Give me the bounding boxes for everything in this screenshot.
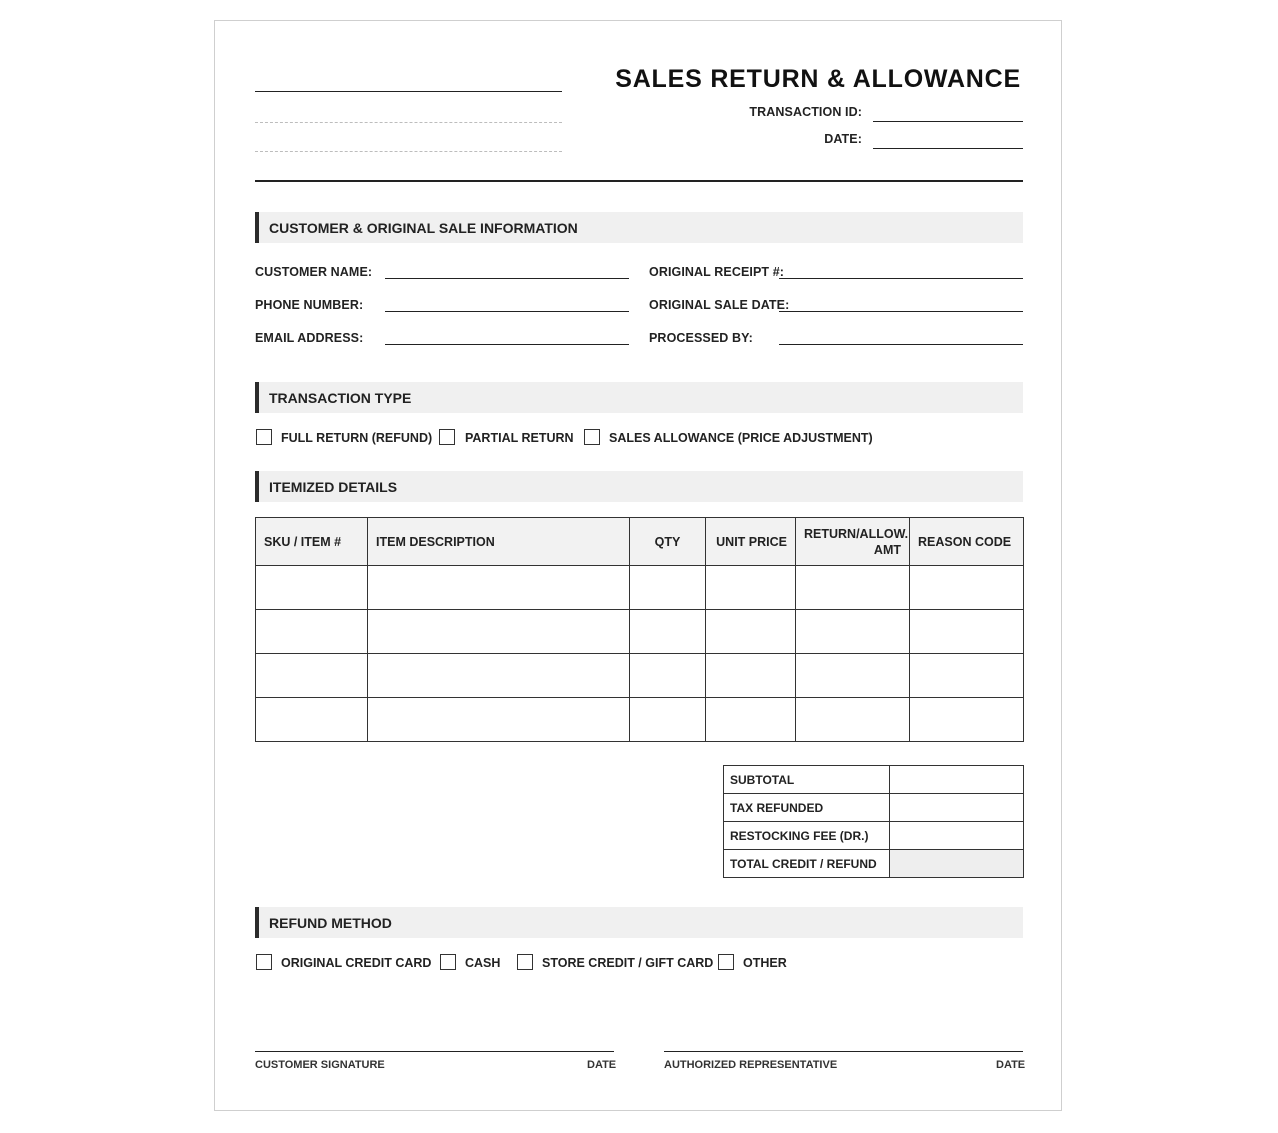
representative-signature-label: AUTHORIZED REPRESENTATIVE bbox=[664, 1059, 838, 1071]
table-row bbox=[256, 566, 1024, 610]
totals-row-tax bbox=[724, 794, 1024, 822]
sales-allowance-label: SALES ALLOWANCE (PRICE ADJUSTMENT) bbox=[609, 431, 873, 445]
totals-row-total bbox=[724, 850, 1024, 878]
transaction-id-field[interactable] bbox=[873, 121, 1023, 122]
full-return-checkbox[interactable] bbox=[256, 429, 272, 445]
unit-price-cell[interactable] bbox=[706, 698, 796, 742]
restocking-fee-label: RESTOCKING FEE (DR.) bbox=[724, 822, 890, 850]
unit-price-cell[interactable] bbox=[706, 654, 796, 698]
email-address-field[interactable] bbox=[385, 344, 629, 345]
company-name-line[interactable] bbox=[255, 91, 562, 92]
restocking-fee-value[interactable] bbox=[890, 822, 1024, 850]
other-checkbox[interactable] bbox=[718, 954, 734, 970]
tax-refunded-value[interactable] bbox=[890, 794, 1024, 822]
description-cell[interactable] bbox=[368, 566, 630, 610]
partial-return-checkbox[interactable] bbox=[439, 429, 455, 445]
phone-number-label: PHONE NUMBER: bbox=[255, 298, 364, 312]
unit-price-cell[interactable] bbox=[706, 610, 796, 654]
customer-signature-line[interactable] bbox=[255, 1051, 614, 1052]
section-refund-method bbox=[255, 907, 1023, 938]
itemized-table bbox=[255, 517, 1024, 742]
subtotal-label: SUBTOTAL bbox=[724, 766, 890, 794]
representative-date-label: DATE bbox=[996, 1059, 1026, 1071]
company-address-line-1[interactable] bbox=[255, 122, 562, 123]
transaction-id-label: TRANSACTION ID: bbox=[749, 105, 862, 119]
col-sku: SKU / ITEM # bbox=[256, 518, 368, 566]
form-page bbox=[214, 20, 1062, 1111]
section-itemized-title: ITEMIZED DETAILS bbox=[269, 479, 398, 495]
col-item-description: ITEM DESCRIPTION bbox=[368, 518, 630, 566]
total-credit-label: TOTAL CREDIT / REFUND bbox=[724, 850, 890, 878]
date-field[interactable] bbox=[873, 148, 1023, 149]
return-amt-cell[interactable] bbox=[796, 610, 910, 654]
col-return-amt: RETURN/ALLOW. AMT bbox=[796, 518, 910, 566]
col-reason-code: REASON CODE bbox=[910, 518, 1024, 566]
original-credit-card-checkbox[interactable] bbox=[256, 954, 272, 970]
sku-cell[interactable] bbox=[256, 698, 368, 742]
customer-date-label: DATE bbox=[587, 1059, 617, 1071]
description-cell[interactable] bbox=[368, 610, 630, 654]
form-title: SALES RETURN & ALLOWANCE bbox=[615, 65, 1021, 93]
reason-code-cell[interactable] bbox=[910, 654, 1024, 698]
table-row bbox=[256, 698, 1024, 742]
section-refund-title: REFUND METHOD bbox=[269, 915, 392, 931]
sales-allowance-checkbox[interactable] bbox=[584, 429, 600, 445]
table-row bbox=[256, 610, 1024, 654]
processed-by-label: PROCESSED BY: bbox=[649, 331, 753, 345]
return-amt-cell[interactable] bbox=[796, 566, 910, 610]
section-customer-title: CUSTOMER & ORIGINAL SALE INFORMATION bbox=[269, 220, 578, 236]
section-itemized-details bbox=[255, 471, 1023, 502]
return-amt-cell[interactable] bbox=[796, 698, 910, 742]
representative-signature-line[interactable] bbox=[664, 1051, 1023, 1052]
reason-code-cell[interactable] bbox=[910, 698, 1024, 742]
cash-checkbox[interactable] bbox=[440, 954, 456, 970]
total-credit-value[interactable] bbox=[890, 850, 1024, 878]
customer-name-field[interactable] bbox=[385, 278, 629, 279]
date-label: DATE: bbox=[824, 132, 862, 146]
email-address-label: EMAIL ADDRESS: bbox=[255, 331, 364, 345]
reason-code-cell[interactable] bbox=[910, 566, 1024, 610]
original-credit-card-label: ORIGINAL CREDIT CARD bbox=[281, 956, 432, 970]
store-credit-label: STORE CREDIT / GIFT CARD bbox=[542, 956, 714, 970]
totals-row-restocking bbox=[724, 822, 1024, 850]
other-label: OTHER bbox=[743, 956, 787, 970]
partial-return-label: PARTIAL RETURN bbox=[465, 431, 574, 445]
description-cell[interactable] bbox=[368, 654, 630, 698]
full-return-label: FULL RETURN (REFUND) bbox=[281, 431, 433, 445]
customer-name-label: CUSTOMER NAME: bbox=[255, 265, 373, 279]
subtotal-value[interactable] bbox=[890, 766, 1024, 794]
col-qty: QTY bbox=[630, 518, 706, 566]
return-amt-cell[interactable] bbox=[796, 654, 910, 698]
unit-price-cell[interactable] bbox=[706, 566, 796, 610]
qty-cell[interactable] bbox=[630, 654, 706, 698]
customer-signature-label: CUSTOMER SIGNATURE bbox=[255, 1059, 385, 1071]
reason-code-cell[interactable] bbox=[910, 610, 1024, 654]
section-customer-info bbox=[255, 212, 1023, 243]
section-transaction-type bbox=[255, 382, 1023, 413]
col-unit-price: UNIT PRICE bbox=[706, 518, 796, 566]
original-receipt-field[interactable] bbox=[779, 278, 1023, 279]
cash-label: CASH bbox=[465, 956, 501, 970]
store-credit-checkbox[interactable] bbox=[517, 954, 533, 970]
phone-number-field[interactable] bbox=[385, 311, 629, 312]
section-transaction-type-title: TRANSACTION TYPE bbox=[269, 390, 412, 406]
tax-refunded-label: TAX REFUNDED bbox=[724, 794, 890, 822]
totals-table bbox=[723, 765, 1024, 878]
table-row bbox=[256, 654, 1024, 698]
processed-by-field[interactable] bbox=[779, 344, 1023, 345]
qty-cell[interactable] bbox=[630, 698, 706, 742]
description-cell[interactable] bbox=[368, 698, 630, 742]
totals-row-subtotal bbox=[724, 766, 1024, 794]
original-receipt-label: ORIGINAL RECEIPT #: bbox=[649, 265, 785, 279]
sku-cell[interactable] bbox=[256, 566, 368, 610]
sku-cell[interactable] bbox=[256, 654, 368, 698]
sku-cell[interactable] bbox=[256, 610, 368, 654]
header-divider bbox=[255, 180, 1023, 182]
qty-cell[interactable] bbox=[630, 566, 706, 610]
original-sale-date-label: ORIGINAL SALE DATE: bbox=[649, 298, 790, 312]
company-address-line-2[interactable] bbox=[255, 151, 562, 152]
qty-cell[interactable] bbox=[630, 610, 706, 654]
original-sale-date-field[interactable] bbox=[779, 311, 1023, 312]
